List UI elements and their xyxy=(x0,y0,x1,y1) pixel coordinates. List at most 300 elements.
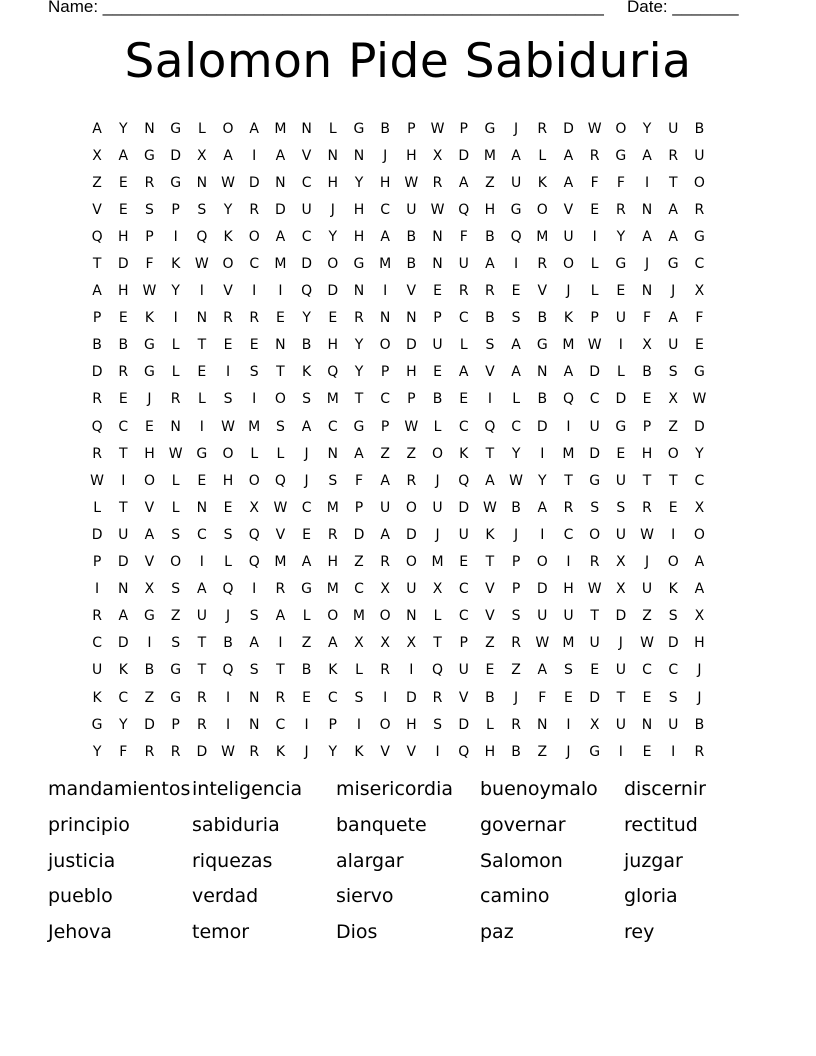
grid-letter[interactable]: O xyxy=(536,554,548,571)
grid-letter[interactable]: N xyxy=(641,716,653,733)
grid-letter[interactable]: H xyxy=(144,445,155,462)
grid-letter[interactable]: W xyxy=(535,635,550,652)
grid-letter[interactable]: B xyxy=(537,391,548,408)
grid-letter[interactable]: H xyxy=(563,581,574,598)
grid-letter[interactable]: X xyxy=(406,635,417,652)
grid-letter[interactable]: L xyxy=(302,608,311,625)
grid-letter[interactable]: X xyxy=(616,581,626,598)
date-field[interactable]: Date: _______ xyxy=(627,0,739,16)
grid-letter[interactable]: L xyxy=(590,256,599,273)
grid-letter[interactable]: Q xyxy=(432,662,444,679)
grid-letter[interactable]: A xyxy=(92,283,102,300)
grid-letter[interactable]: C xyxy=(694,472,705,489)
grid-letter[interactable]: M xyxy=(379,256,392,273)
grid-letter[interactable]: E xyxy=(642,689,652,706)
grid-letter[interactable]: U xyxy=(537,608,548,625)
grid-letter[interactable]: F xyxy=(695,310,704,327)
grid-letter[interactable]: G xyxy=(615,418,627,435)
grid-letter[interactable]: T xyxy=(616,689,626,706)
grid-letter[interactable]: D xyxy=(589,689,601,706)
grid-letter[interactable]: O xyxy=(693,174,705,191)
grid-letter[interactable]: M xyxy=(326,499,339,516)
grid-letter[interactable]: G xyxy=(353,120,365,137)
grid-letter[interactable]: R xyxy=(615,201,626,218)
grid-letter[interactable]: B xyxy=(485,689,495,706)
grid-letter[interactable]: K xyxy=(171,256,181,273)
grid-letter[interactable]: W xyxy=(221,418,235,435)
grid-letter[interactable]: O xyxy=(274,391,286,408)
grid-letter[interactable]: N xyxy=(406,608,417,625)
grid-letter[interactable]: R xyxy=(118,364,129,381)
grid-letter[interactable]: V xyxy=(144,554,155,571)
grid-letter[interactable]: R xyxy=(642,499,652,516)
grid-letter[interactable]: X xyxy=(694,283,705,300)
grid-letter[interactable]: V xyxy=(485,608,495,625)
grid-letter[interactable]: G xyxy=(91,716,103,733)
grid-letter[interactable]: E xyxy=(668,499,678,516)
grid-letter[interactable]: B xyxy=(511,499,521,516)
grid-letter[interactable]: K xyxy=(537,174,547,191)
grid-letter[interactable]: W xyxy=(509,472,524,489)
grid-letter[interactable]: H xyxy=(406,716,417,733)
grid-letter[interactable]: E xyxy=(118,201,128,218)
grid-letter[interactable]: L xyxy=(276,445,285,462)
grid-letter[interactable]: N xyxy=(170,418,181,435)
grid-letter[interactable]: E xyxy=(433,283,442,300)
grid-letter[interactable]: A xyxy=(144,526,155,543)
grid-letter[interactable]: G xyxy=(170,174,182,191)
grid-letter[interactable]: G xyxy=(536,337,548,354)
grid-letter[interactable]: N xyxy=(248,689,260,706)
grid-letter[interactable]: S xyxy=(249,364,259,381)
grid-letter[interactable]: R xyxy=(589,147,600,164)
grid-letter[interactable]: E xyxy=(590,662,600,679)
grid-letter[interactable]: H xyxy=(353,201,365,218)
grid-letter[interactable]: Z xyxy=(380,445,390,462)
grid-letter[interactable]: A xyxy=(642,228,652,245)
grid-letter[interactable]: N xyxy=(275,337,286,354)
grid-letter[interactable]: G xyxy=(301,581,313,598)
grid-letter[interactable]: L xyxy=(250,445,259,462)
grid-letter[interactable]: C xyxy=(118,418,129,435)
grid-letter[interactable]: M xyxy=(536,228,549,245)
grid-letter[interactable]: E xyxy=(197,364,207,381)
grid-letter[interactable]: B xyxy=(694,716,705,733)
grid-letter[interactable]: P xyxy=(459,635,468,652)
grid-letter[interactable]: R xyxy=(694,201,705,218)
grid-letter[interactable]: B xyxy=(511,743,521,760)
grid-letter[interactable]: H xyxy=(353,228,365,245)
grid-letter[interactable]: J xyxy=(697,689,702,706)
grid-letter[interactable]: D xyxy=(170,147,182,164)
grid-letter[interactable]: R xyxy=(196,716,207,733)
grid-letter[interactable]: N xyxy=(537,364,548,381)
grid-letter[interactable]: P xyxy=(171,716,180,733)
grid-letter[interactable]: Q xyxy=(458,743,470,760)
grid-letter[interactable]: A xyxy=(223,147,233,164)
grid-letter[interactable]: A xyxy=(380,472,390,489)
grid-letter[interactable]: C xyxy=(301,174,312,191)
grid-letter[interactable]: D xyxy=(248,174,260,191)
grid-letter[interactable]: Y xyxy=(354,364,364,381)
grid-letter[interactable]: D xyxy=(144,716,155,733)
grid-letter[interactable]: E xyxy=(616,445,626,462)
grid-letter[interactable]: P xyxy=(433,310,442,327)
grid-letter[interactable]: T xyxy=(642,472,652,489)
grid-letter[interactable]: W xyxy=(142,283,157,300)
grid-letter[interactable]: Z xyxy=(406,445,417,462)
grid-letter[interactable]: Y xyxy=(695,445,704,462)
grid-letter[interactable]: I xyxy=(225,689,231,706)
grid-letter[interactable]: I xyxy=(173,310,178,327)
grid-letter[interactable]: T xyxy=(197,337,207,354)
grid-letter[interactable]: M xyxy=(352,608,366,625)
grid-letter[interactable]: A xyxy=(537,662,548,679)
grid-letter[interactable]: S xyxy=(590,499,600,516)
grid-letter[interactable]: E xyxy=(197,472,207,489)
grid-letter[interactable]: E xyxy=(642,391,652,408)
grid-letter[interactable]: E xyxy=(459,391,469,408)
grid-letter[interactable]: M xyxy=(274,120,287,137)
grid-letter[interactable]: S xyxy=(197,201,207,218)
grid-letter[interactable]: Y xyxy=(511,445,521,462)
grid-letter[interactable]: E xyxy=(275,310,285,327)
grid-letter[interactable]: L xyxy=(328,120,337,137)
grid-letter[interactable]: J xyxy=(644,256,650,273)
grid-letter[interactable]: D xyxy=(117,554,129,571)
grid-letter[interactable]: R xyxy=(327,526,338,543)
grid-letter[interactable]: R xyxy=(92,445,102,462)
grid-letter[interactable]: N xyxy=(301,120,312,137)
grid-letter[interactable]: G xyxy=(589,472,601,489)
grid-letter[interactable]: Q xyxy=(484,418,496,435)
grid-letter[interactable]: A xyxy=(694,554,705,571)
grid-letter[interactable]: J xyxy=(566,743,571,760)
grid-letter[interactable]: U xyxy=(668,120,679,137)
grid-letter[interactable]: C xyxy=(563,526,574,543)
grid-letter[interactable]: D xyxy=(91,526,103,543)
grid-letter[interactable]: A xyxy=(563,364,574,381)
grid-letter[interactable]: V xyxy=(458,689,469,706)
grid-letter[interactable]: C xyxy=(642,662,652,679)
grid-letter[interactable]: D xyxy=(353,526,365,543)
grid-letter[interactable]: Q xyxy=(91,418,103,435)
grid-letter[interactable]: W xyxy=(587,120,602,137)
grid-letter[interactable]: G xyxy=(144,337,155,354)
grid-letter[interactable]: S xyxy=(223,391,233,408)
grid-letter[interactable]: N xyxy=(275,174,286,191)
grid-letter[interactable]: V xyxy=(223,283,233,300)
grid-letter[interactable]: C xyxy=(458,608,469,625)
grid-letter[interactable]: F xyxy=(145,256,154,273)
grid-letter[interactable]: C xyxy=(668,662,679,679)
grid-letter[interactable]: U xyxy=(458,526,469,543)
grid-letter[interactable]: O xyxy=(562,256,574,273)
grid-letter[interactable]: R xyxy=(249,743,260,760)
grid-letter[interactable]: Y xyxy=(354,337,364,354)
grid-letter[interactable]: C xyxy=(275,716,286,733)
grid-letter[interactable]: N xyxy=(353,147,365,164)
grid-letter[interactable]: U xyxy=(615,662,626,679)
grid-letter[interactable]: I xyxy=(252,391,257,408)
grid-letter[interactable]: Q xyxy=(458,472,470,489)
grid-letter[interactable]: H xyxy=(694,635,705,652)
grid-letter[interactable]: B xyxy=(380,120,390,137)
grid-letter[interactable]: I xyxy=(252,581,257,598)
grid-letter[interactable]: G xyxy=(170,689,182,706)
grid-letter[interactable]: Y xyxy=(538,472,547,489)
grid-letter[interactable]: Y xyxy=(119,120,128,137)
grid-letter[interactable]: T xyxy=(119,499,128,516)
grid-letter[interactable]: E xyxy=(249,337,259,354)
grid-letter[interactable]: N xyxy=(196,310,208,327)
grid-letter[interactable]: Y xyxy=(92,743,102,760)
grid-letter[interactable]: S xyxy=(145,201,154,218)
grid-letter[interactable]: R xyxy=(92,608,102,625)
grid-letter[interactable]: J xyxy=(147,391,152,408)
grid-letter[interactable]: S xyxy=(249,608,259,625)
grid-letter[interactable]: Y xyxy=(328,228,338,245)
grid-letter[interactable]: A xyxy=(537,499,548,516)
grid-letter[interactable]: X xyxy=(694,499,705,516)
grid-letter[interactable]: Z xyxy=(485,635,495,652)
grid-letter[interactable]: D xyxy=(589,364,601,381)
grid-letter[interactable]: U xyxy=(301,201,312,218)
grid-letter[interactable]: W xyxy=(482,499,497,516)
grid-letter[interactable]: R xyxy=(589,554,600,571)
grid-letter[interactable]: V xyxy=(406,743,417,760)
grid-letter[interactable]: I xyxy=(147,635,152,652)
grid-letter[interactable]: S xyxy=(171,581,181,598)
grid-letter[interactable]: G xyxy=(144,364,155,381)
grid-letter[interactable]: O xyxy=(405,554,417,571)
grid-letter[interactable]: I xyxy=(173,228,178,245)
grid-letter[interactable]: A xyxy=(118,147,129,164)
grid-letter[interactable]: X xyxy=(380,635,390,652)
grid-letter[interactable]: O xyxy=(379,608,391,625)
grid-letter[interactable]: P xyxy=(328,716,337,733)
grid-letter[interactable]: S xyxy=(668,689,678,706)
grid-letter[interactable]: N xyxy=(353,283,365,300)
grid-letter[interactable]: A xyxy=(668,310,678,327)
grid-letter[interactable]: I xyxy=(252,283,257,300)
grid-letter[interactable]: R xyxy=(432,174,443,191)
grid-letter[interactable]: B xyxy=(485,228,495,245)
grid-letter[interactable]: P xyxy=(92,554,102,571)
grid-letter[interactable]: R xyxy=(249,310,260,327)
grid-letter[interactable]: U xyxy=(668,716,679,733)
grid-letter[interactable]: Y xyxy=(171,283,180,300)
grid-letter[interactable]: X xyxy=(380,581,390,598)
grid-letter[interactable]: D xyxy=(667,635,679,652)
grid-letter[interactable]: T xyxy=(668,174,678,191)
grid-letter[interactable]: H xyxy=(406,147,417,164)
grid-letter[interactable]: P xyxy=(354,499,364,516)
grid-letter[interactable]: N xyxy=(406,310,417,327)
grid-letter[interactable]: N xyxy=(118,581,129,598)
grid-letter[interactable]: K xyxy=(302,364,312,381)
grid-letter[interactable]: R xyxy=(563,499,574,516)
grid-letter[interactable]: R xyxy=(92,391,102,408)
grid-letter[interactable]: K xyxy=(459,445,469,462)
grid-letter[interactable]: U xyxy=(694,147,705,164)
grid-letter[interactable]: B xyxy=(642,364,652,381)
grid-letter[interactable]: A xyxy=(249,635,259,652)
grid-letter[interactable]: O xyxy=(379,716,391,733)
grid-letter[interactable]: A xyxy=(668,228,678,245)
grid-letter[interactable]: T xyxy=(590,608,599,625)
grid-letter[interactable]: O xyxy=(170,554,182,571)
grid-letter[interactable]: U xyxy=(91,662,103,679)
grid-letter[interactable]: P xyxy=(145,228,154,245)
grid-letter[interactable]: G xyxy=(693,228,705,245)
grid-letter[interactable]: R xyxy=(668,147,679,164)
grid-letter[interactable]: S xyxy=(354,689,364,706)
grid-letter[interactable]: I xyxy=(199,554,204,571)
grid-letter[interactable]: D xyxy=(536,581,548,598)
grid-letter[interactable]: I xyxy=(199,283,204,300)
grid-letter[interactable]: P xyxy=(407,391,416,408)
grid-letter[interactable]: S xyxy=(302,391,312,408)
grid-letter[interactable]: W xyxy=(430,201,445,218)
grid-letter[interactable]: G xyxy=(615,256,627,273)
grid-letter[interactable]: Z xyxy=(668,418,679,435)
grid-letter[interactable]: G xyxy=(144,147,155,164)
grid-letter[interactable]: U xyxy=(432,337,443,354)
grid-letter[interactable]: U xyxy=(458,256,469,273)
grid-letter[interactable]: L xyxy=(433,418,442,435)
grid-letter[interactable]: A xyxy=(563,147,574,164)
grid-letter[interactable]: I xyxy=(383,689,388,706)
grid-letter[interactable]: W xyxy=(221,743,235,760)
grid-letter[interactable]: P xyxy=(407,120,416,137)
grid-letter[interactable]: U xyxy=(510,174,522,191)
grid-letter[interactable]: J xyxy=(304,472,309,489)
grid-letter[interactable]: A xyxy=(275,147,286,164)
grid-letter[interactable]: G xyxy=(353,256,365,273)
grid-letter[interactable]: F xyxy=(119,743,128,760)
grid-letter[interactable]: L xyxy=(486,716,494,733)
grid-letter[interactable]: D xyxy=(458,499,470,516)
grid-letter[interactable]: W xyxy=(168,445,183,462)
grid-letter[interactable]: B xyxy=(406,228,417,245)
grid-letter[interactable]: O xyxy=(379,337,391,354)
grid-letter[interactable]: S xyxy=(668,608,678,625)
grid-letter[interactable]: S xyxy=(328,472,338,489)
grid-letter[interactable]: E xyxy=(302,526,312,543)
grid-letter[interactable]: S xyxy=(616,499,626,516)
grid-letter[interactable]: M xyxy=(248,418,261,435)
grid-letter[interactable]: S xyxy=(564,662,573,679)
grid-letter[interactable]: E xyxy=(223,499,233,516)
grid-letter[interactable]: P xyxy=(642,418,652,435)
grid-letter[interactable]: S xyxy=(249,662,259,679)
grid-letter[interactable]: C xyxy=(118,689,129,706)
grid-letter[interactable]: D xyxy=(563,120,574,137)
grid-letter[interactable]: Z xyxy=(144,689,155,706)
grid-letter[interactable]: U xyxy=(589,635,600,652)
grid-letter[interactable]: V xyxy=(406,283,417,300)
grid-letter[interactable]: D xyxy=(589,445,601,462)
grid-letter[interactable]: E xyxy=(590,201,600,218)
grid-letter[interactable]: Y xyxy=(119,716,128,733)
grid-letter[interactable]: R xyxy=(380,662,391,679)
grid-letter[interactable]: Z xyxy=(92,174,102,191)
grid-letter[interactable]: L xyxy=(459,337,468,354)
grid-letter[interactable]: C xyxy=(458,310,469,327)
grid-letter[interactable]: T xyxy=(197,635,207,652)
grid-letter[interactable]: S xyxy=(485,337,495,354)
grid-letter[interactable]: I xyxy=(618,743,623,760)
grid-letter[interactable]: H xyxy=(327,174,339,191)
grid-letter[interactable]: L xyxy=(433,608,442,625)
grid-letter[interactable]: R xyxy=(144,743,155,760)
grid-letter[interactable]: V xyxy=(380,743,390,760)
grid-letter[interactable]: W xyxy=(587,581,602,598)
grid-letter[interactable]: B xyxy=(432,391,443,408)
grid-letter[interactable]: T xyxy=(668,472,678,489)
grid-letter[interactable]: F xyxy=(354,472,363,489)
grid-letter[interactable]: K xyxy=(275,743,285,760)
grid-letter[interactable]: A xyxy=(327,635,338,652)
grid-letter[interactable]: O xyxy=(536,201,548,218)
grid-letter[interactable]: B xyxy=(92,337,102,354)
grid-letter[interactable]: C xyxy=(301,228,312,245)
grid-letter[interactable]: F xyxy=(590,174,599,191)
grid-letter[interactable]: Q xyxy=(248,554,260,571)
grid-letter[interactable]: J xyxy=(514,526,519,543)
grid-letter[interactable]: X xyxy=(432,147,443,164)
grid-letter[interactable]: X xyxy=(616,554,626,571)
grid-letter[interactable]: N xyxy=(248,716,260,733)
grid-letter[interactable]: X xyxy=(354,635,364,652)
grid-letter[interactable]: O xyxy=(667,554,679,571)
grid-letter[interactable]: G xyxy=(667,256,679,273)
grid-letter[interactable]: J xyxy=(514,120,519,137)
grid-letter[interactable]: E xyxy=(223,337,233,354)
grid-letter[interactable]: Z xyxy=(170,608,181,625)
grid-letter[interactable]: I xyxy=(592,228,597,245)
grid-letter[interactable]: R xyxy=(223,310,233,327)
grid-letter[interactable]: C xyxy=(589,391,600,408)
grid-letter[interactable]: J xyxy=(618,635,623,652)
grid-letter[interactable]: H xyxy=(484,743,496,760)
grid-letter[interactable]: M xyxy=(562,337,575,354)
grid-letter[interactable]: P xyxy=(92,310,102,327)
grid-letter[interactable]: E xyxy=(694,337,704,354)
grid-letter[interactable]: I xyxy=(540,445,545,462)
grid-letter[interactable]: K xyxy=(354,743,364,760)
grid-letter[interactable]: O xyxy=(405,499,417,516)
grid-letter[interactable]: W xyxy=(404,174,419,191)
grid-letter[interactable]: I xyxy=(566,418,571,435)
grid-letter[interactable]: O xyxy=(667,445,679,462)
grid-letter[interactable]: K xyxy=(563,310,574,327)
grid-letter[interactable]: F xyxy=(538,689,547,706)
grid-letter[interactable]: H xyxy=(222,472,234,489)
grid-letter[interactable]: A xyxy=(694,581,705,598)
grid-letter[interactable]: Y xyxy=(616,228,626,245)
grid-letter[interactable]: J xyxy=(697,662,702,679)
grid-letter[interactable]: H xyxy=(118,228,129,245)
grid-letter[interactable]: R xyxy=(511,716,521,733)
grid-letter[interactable]: R xyxy=(275,689,286,706)
grid-letter[interactable]: Y xyxy=(642,120,652,137)
grid-letter[interactable]: R xyxy=(537,120,548,137)
grid-letter[interactable]: N xyxy=(196,174,208,191)
grid-letter[interactable]: F xyxy=(459,228,468,245)
grid-letter[interactable]: L xyxy=(224,554,232,571)
